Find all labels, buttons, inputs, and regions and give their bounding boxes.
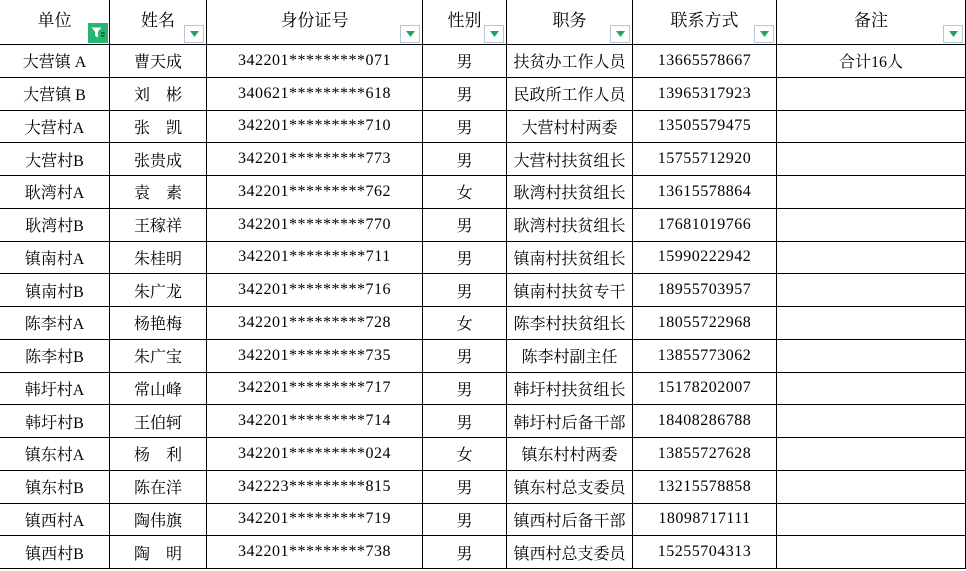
name-cell[interactable]: 王稼祥	[110, 208, 207, 241]
filter-dropdown-icon[interactable]	[754, 25, 774, 43]
table-row-11	[0, 405, 966, 438]
name-cell[interactable]: 陶 明	[110, 536, 207, 569]
unit-cell[interactable]: 大营村A	[0, 110, 110, 143]
name-cell[interactable]: 杨 利	[110, 438, 207, 471]
position-cell[interactable]: 大营村扶贫组长	[507, 143, 633, 176]
position-cell[interactable]: 镇东村总支委员	[507, 470, 633, 503]
unit-cell[interactable]: 大营镇 A	[0, 45, 110, 78]
position-cell[interactable]: 陈李村扶贫组长	[507, 307, 633, 340]
gender-cell[interactable]: 男	[423, 208, 507, 241]
gender-cell[interactable]: 男	[423, 536, 507, 569]
filter-dropdown-icon[interactable]	[610, 25, 630, 43]
table-row-2	[0, 110, 966, 143]
column-header-6[interactable]	[777, 0, 966, 45]
id-number-cell[interactable]: 342223*********815	[207, 470, 423, 503]
name-cell[interactable]: 朱广龙	[110, 274, 207, 307]
phone-cell[interactable]: 17681019766	[633, 208, 777, 241]
note-cell[interactable]	[777, 307, 966, 340]
id-number-cell[interactable]: 340621*********618	[207, 77, 423, 110]
table-row-5	[0, 208, 966, 241]
table-row-1	[0, 77, 966, 110]
column-header-3[interactable]	[423, 0, 507, 45]
phone-cell[interactable]: 13665578667	[633, 45, 777, 78]
phone-cell[interactable]: 15255704313	[633, 536, 777, 569]
note-cell[interactable]	[777, 241, 966, 274]
unit-cell[interactable]: 耿湾村B	[0, 208, 110, 241]
table-row-13	[0, 470, 966, 503]
name-cell[interactable]: 刘 彬	[110, 77, 207, 110]
unit-cell[interactable]: 镇南村A	[0, 241, 110, 274]
column-header-5[interactable]	[633, 0, 777, 45]
phone-cell[interactable]: 13215578858	[633, 470, 777, 503]
gender-cell[interactable]: 男	[423, 274, 507, 307]
phone-cell[interactable]: 18408286788	[633, 405, 777, 438]
gender-cell[interactable]: 男	[423, 405, 507, 438]
filter-dropdown-icon[interactable]	[184, 25, 204, 43]
gender-cell[interactable]: 男	[423, 470, 507, 503]
phone-cell[interactable]: 13615578864	[633, 176, 777, 209]
table-row-7	[0, 274, 966, 307]
gender-cell[interactable]: 男	[423, 77, 507, 110]
column-header-4[interactable]	[507, 0, 633, 45]
unit-cell[interactable]: 镇西村B	[0, 536, 110, 569]
position-cell[interactable]: 陈李村副主任	[507, 339, 633, 372]
column-label: 备注	[854, 10, 888, 30]
filter-dropdown-icon[interactable]	[943, 25, 963, 43]
filter-dropdown-icon[interactable]	[400, 25, 420, 43]
id-number-cell[interactable]: 342201*********071	[207, 45, 423, 78]
unit-cell[interactable]: 陈李村B	[0, 339, 110, 372]
note-cell[interactable]	[777, 274, 966, 307]
column-label: 姓名	[141, 10, 175, 30]
gender-cell[interactable]: 男	[423, 503, 507, 536]
id-number-cell[interactable]: 342201*********738	[207, 536, 423, 569]
note-cell[interactable]	[777, 143, 966, 176]
name-cell[interactable]: 杨艳梅	[110, 307, 207, 340]
table-row-15	[0, 536, 966, 569]
name-cell[interactable]: 朱桂明	[110, 241, 207, 274]
gender-cell[interactable]: 男	[423, 45, 507, 78]
gender-cell[interactable]: 男	[423, 372, 507, 405]
note-cell[interactable]	[777, 176, 966, 209]
note-cell[interactable]	[777, 208, 966, 241]
note-cell[interactable]	[777, 77, 966, 110]
note-cell[interactable]	[777, 470, 966, 503]
gender-cell[interactable]: 女	[423, 176, 507, 209]
unit-cell[interactable]: 陈李村A	[0, 307, 110, 340]
table-row-3	[0, 143, 966, 176]
column-label: 身份证号	[280, 10, 349, 30]
unit-cell[interactable]: 大营村B	[0, 143, 110, 176]
id-number-cell[interactable]: 342201*********714	[207, 405, 423, 438]
id-number-cell[interactable]: 342201*********770	[207, 208, 423, 241]
filter-dropdown-icon[interactable]	[484, 25, 504, 43]
note-cell[interactable]	[777, 536, 966, 569]
unit-cell[interactable]: 镇东村B	[0, 470, 110, 503]
id-number-cell[interactable]: 342201*********719	[207, 503, 423, 536]
note-cell[interactable]	[777, 438, 966, 471]
phone-cell[interactable]: 13505579475	[633, 110, 777, 143]
name-cell[interactable]: 陶伟旗	[110, 503, 207, 536]
id-number-cell[interactable]: 342201*********762	[207, 176, 423, 209]
position-cell[interactable]: 耿湾村扶贫组长	[507, 208, 633, 241]
note-cell[interactable]	[777, 110, 966, 143]
phone-cell[interactable]: 15755712920	[633, 143, 777, 176]
phone-cell[interactable]: 15178202007	[633, 372, 777, 405]
column-label: 性别	[447, 10, 482, 30]
table-row-0	[0, 45, 966, 78]
gender-cell[interactable]: 女	[423, 438, 507, 471]
table-row-6	[0, 241, 966, 274]
gender-cell[interactable]: 男	[423, 143, 507, 176]
position-cell[interactable]: 镇东村村两委	[507, 438, 633, 471]
name-cell[interactable]: 陈在洋	[110, 470, 207, 503]
id-number-cell[interactable]: 342201*********773	[207, 143, 423, 176]
unit-cell[interactable]: 韩圩村A	[0, 372, 110, 405]
column-header-1[interactable]	[110, 0, 207, 45]
table-row-14	[0, 503, 966, 536]
unit-cell[interactable]: 镇南村B	[0, 274, 110, 307]
column-label: 联系方式	[670, 10, 739, 30]
position-cell[interactable]: 镇南村扶贫组长	[507, 241, 633, 274]
table-row-8	[0, 307, 966, 340]
table-row-4	[0, 176, 966, 209]
unit-cell[interactable]: 大营镇 B	[0, 77, 110, 110]
position-cell[interactable]: 大营村村两委	[507, 110, 633, 143]
phone-cell[interactable]: 18055722968	[633, 307, 777, 340]
position-cell[interactable]: 韩圩村扶贫组长	[507, 372, 633, 405]
phone-cell[interactable]: 13965317923	[633, 77, 777, 110]
name-cell[interactable]: 张贵成	[110, 143, 207, 176]
header-row	[0, 0, 966, 45]
name-cell[interactable]: 袁 素	[110, 176, 207, 209]
id-number-cell[interactable]: 342201*********728	[207, 307, 423, 340]
position-cell[interactable]: 扶贫办工作人员	[507, 45, 633, 78]
name-cell[interactable]: 常山峰	[110, 372, 207, 405]
unit-cell[interactable]: 镇西村A	[0, 503, 110, 536]
unit-cell[interactable]: 耿湾村A	[0, 176, 110, 209]
name-cell[interactable]: 王伯轲	[110, 405, 207, 438]
phone-cell[interactable]: 18098717111	[633, 503, 777, 536]
gender-cell[interactable]: 男	[423, 339, 507, 372]
id-number-cell[interactable]: 342201*********735	[207, 339, 423, 372]
position-cell[interactable]: 镇西村后备干部	[507, 503, 633, 536]
position-cell[interactable]: 耿湾村扶贫组长	[507, 176, 633, 209]
gender-cell[interactable]: 女	[423, 307, 507, 340]
table-row-12	[0, 438, 966, 471]
position-cell[interactable]: 民政所工作人员	[507, 77, 633, 110]
id-number-cell[interactable]: 342201*********717	[207, 372, 423, 405]
position-cell[interactable]: 镇西村总支委员	[507, 536, 633, 569]
gender-cell[interactable]: 男	[423, 241, 507, 274]
note-cell[interactable]	[777, 372, 966, 405]
column-header-0[interactable]	[0, 0, 110, 45]
id-number-cell[interactable]: 342201*********024	[207, 438, 423, 471]
note-cell[interactable]: 合计16人	[777, 45, 966, 78]
position-cell[interactable]: 韩圩村后备干部	[507, 405, 633, 438]
name-cell[interactable]: 朱广宝	[110, 339, 207, 372]
column-header-2[interactable]	[207, 0, 423, 45]
note-cell[interactable]	[777, 405, 966, 438]
gender-cell[interactable]: 男	[423, 110, 507, 143]
phone-cell[interactable]: 15990222942	[633, 241, 777, 274]
table-row-9	[0, 339, 966, 372]
id-number-cell[interactable]: 342201*********710	[207, 110, 423, 143]
phone-cell[interactable]: 18955703957	[633, 274, 777, 307]
column-label: 职务	[552, 10, 587, 30]
note-cell[interactable]	[777, 339, 966, 372]
phone-cell[interactable]: 13855773062	[633, 339, 777, 372]
id-number-cell[interactable]: 342201*********711	[207, 241, 423, 274]
phone-cell[interactable]: 13855727628	[633, 438, 777, 471]
filter-active-funnel-icon[interactable]	[88, 23, 108, 43]
table-row-10	[0, 372, 966, 405]
position-cell[interactable]: 镇南村扶贫专干	[507, 274, 633, 307]
id-number-cell[interactable]: 342201*********716	[207, 274, 423, 307]
name-cell[interactable]: 曹天成	[110, 45, 207, 78]
note-cell[interactable]	[777, 503, 966, 536]
unit-cell[interactable]: 镇东村A	[0, 438, 110, 471]
unit-cell[interactable]: 韩圩村B	[0, 405, 110, 438]
column-label: 单位	[37, 10, 72, 30]
name-cell[interactable]: 张 凯	[110, 110, 207, 143]
